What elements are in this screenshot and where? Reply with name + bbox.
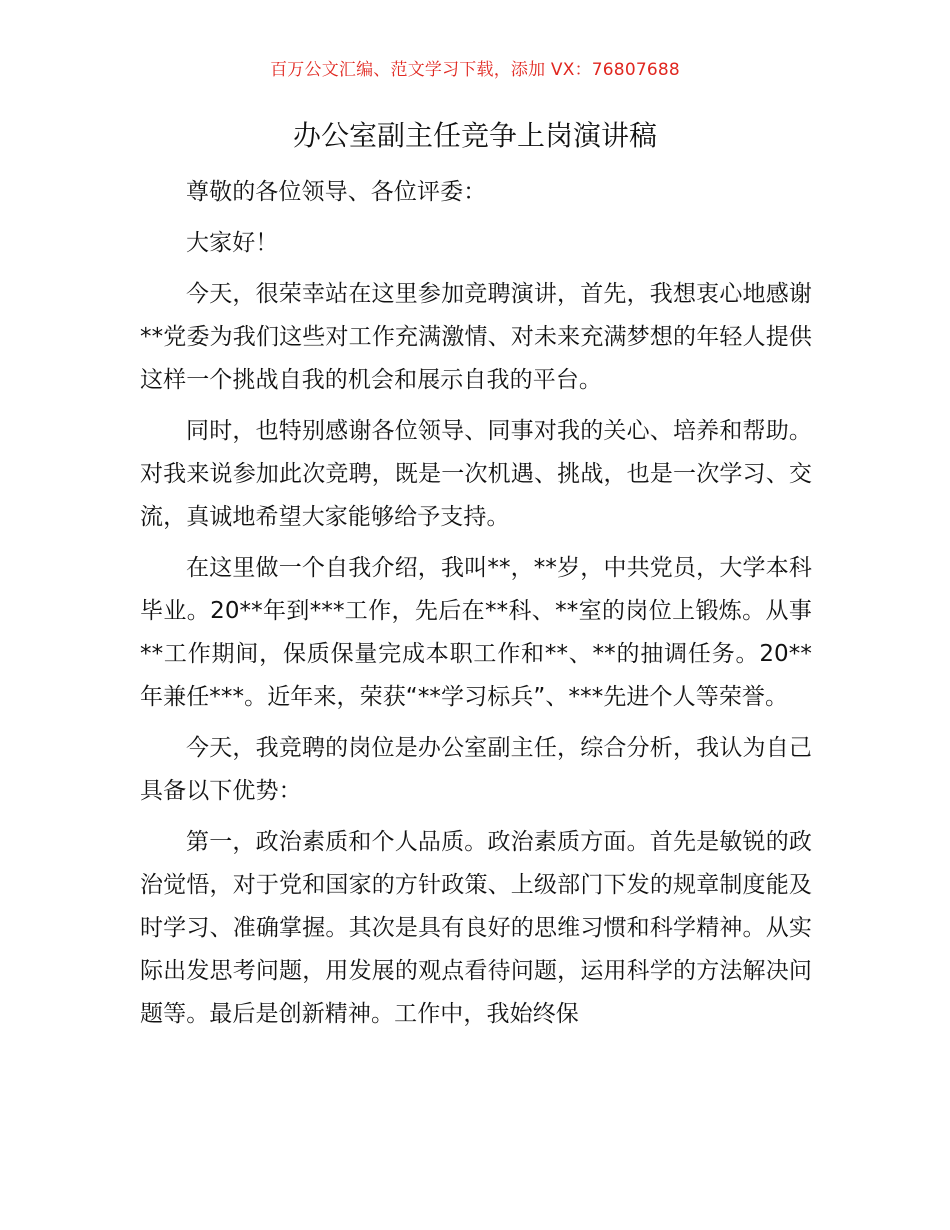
paragraph-position: 今天，我竞聘的岗位是办公室副主任，综合分析，我认为自己具备以下优势：: [140, 735, 812, 804]
paragraph-greeting: 大家好！: [186, 230, 279, 256]
paragraph-thanks: 今天，很荣幸站在这里参加竞聘演讲，首先，我想衷心地感谢**党委为我们这些对工作充满激情、对未来充满梦想的年轻人提供这样一个挑战自我的机会和展示自我的平台。: [140, 281, 812, 393]
document-body: [140, 171, 812, 1044]
document-title: 办公室副主任竞争上岗演讲稿: [292, 119, 657, 152]
paragraph-self-introduction: 在这里做一个自我介绍，我叫**，**岁，中共党员，大学本科毕业。20**年到***工作，先后在**科、**室的岗位上锻炼。从事**工作期间，保质保量完成本职工作和**、**的抽调任务。20**年兼任***。近年来，荣获“**学习标兵”、***先进个人等荣誉。: [140, 555, 812, 710]
paragraph-salutation: 尊敬的各位领导、各位评委：: [186, 179, 487, 205]
paragraph-advantage-first: 第一，政治素质和个人品质。政治素质方面。首先是敏锐的政治觉悟，对于党和国家的方针政策、上级部门下发的规章制度能及时学习、准确掌握。其次是具有良好的思维习惯和科学精神。从实际出发思考问题，用发展的观点看待问题，运用科学的方法解决问题等。最后是创新精神。工作中，我始终保: [140, 829, 812, 1027]
paragraph-appreciation: 同时，也特别感谢各位领导、同事对我的关心、培养和帮助。对我来说参加此次竞聘，既是一次机遇、挑战，也是一次学习、交流，真诚地希望大家能够给予支持。: [140, 418, 812, 530]
header-watermark-note: 百万公文汇编、范文学习下载，添加 VX：76807688: [270, 60, 680, 80]
